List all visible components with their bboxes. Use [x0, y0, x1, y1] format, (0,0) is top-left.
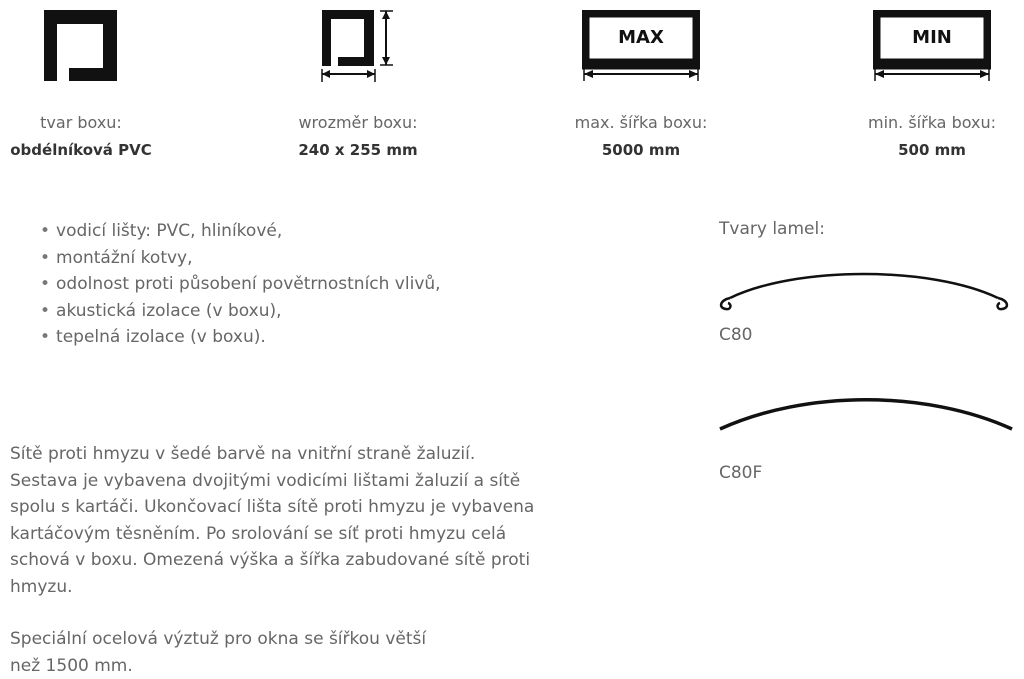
lamel-name-c80f: C80F: [719, 463, 762, 483]
spec-value-max-width: 5000 mm: [531, 141, 751, 159]
min-width-icon: [873, 10, 991, 82]
max-icon-text: MAX: [582, 27, 700, 48]
spec-label-box-shape: tvar boxu:: [0, 113, 191, 132]
list-item: • akustická izolace (v boxu),: [40, 298, 441, 325]
lamel-name-c80: C80: [719, 325, 753, 345]
insect-screen-paragraph: [10, 441, 534, 600]
box-dimensions-icon: [318, 8, 398, 84]
max-width-icon: [582, 10, 700, 82]
spec-value-min-width: 500 mm: [822, 141, 1024, 159]
lamel-shapes-title: Tvary lamel:: [719, 219, 825, 239]
list-item: • tepelná izolace (v boxu).: [40, 324, 441, 351]
paragraph-line: kartáčovým těsněním. Po srolování se síť proti hmyzu celá: [10, 521, 534, 548]
spec-label-box-dimensions: wrozměr boxu:: [248, 113, 468, 132]
min-icon-text: MIN: [873, 27, 991, 48]
box-shape-icon: [44, 10, 118, 82]
spec-label-max-width: max. šířka boxu:: [531, 113, 751, 132]
list-item: • vodicí lišty: PVC, hliníkové,: [40, 218, 441, 245]
paragraph-line: schová v boxu. Omezená výška a šířka zabudované sítě proti: [10, 547, 534, 574]
spec-value-box-shape: obdélníková PVC: [0, 141, 191, 159]
steel-reinforcement-paragraph: [10, 626, 426, 679]
paragraph-line: Speciální ocelová výztuž pro okna se šířkou větší: [10, 626, 426, 653]
paragraph-line: než 1500 mm.: [10, 653, 426, 679]
lamel-c80f-profile-icon: [716, 392, 1016, 436]
paragraph-line: hmyzu.: [10, 574, 534, 601]
paragraph-line: spolu s kartáči. Ukončovací lišta sítě proti hmyzu je vybavena: [10, 494, 534, 521]
lamel-c80-profile-icon: [716, 262, 1016, 316]
list-item: • odolnost proti působení povětrnostních vlivů,: [40, 271, 441, 298]
spec-label-min-width: min. šířka boxu:: [822, 113, 1024, 132]
paragraph-line: Sítě proti hmyzu v šedé barvě na vnitřní straně žaluzií.: [10, 441, 534, 468]
feature-list: [40, 218, 441, 351]
list-item: • montážní kotvy,: [40, 245, 441, 272]
spec-value-box-dimensions: 240 x 255 mm: [248, 141, 468, 159]
paragraph-line: Sestava je vybavena dvojitými vodicími lištami žaluzií a sítě: [10, 468, 534, 495]
